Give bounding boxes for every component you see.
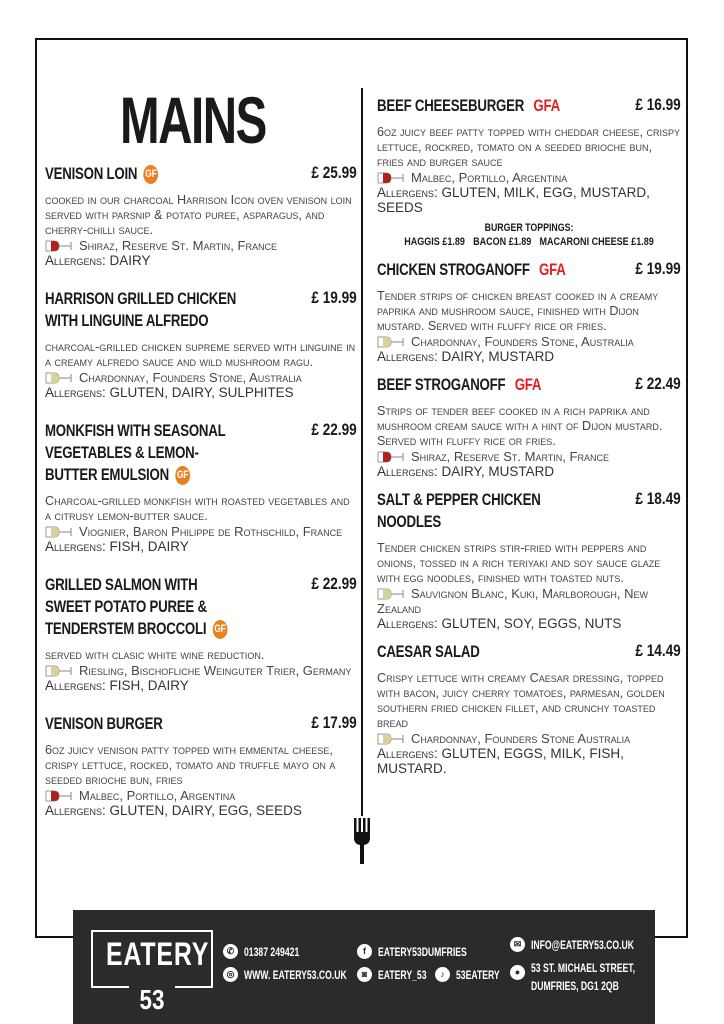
wine-pairing (45, 524, 357, 539)
item-description: 6oz juicy beef patty topped with cheddar cheese, crispy lettuce, rockred, tomato on a seeded brioche bun, fries and burger sauce (377, 125, 681, 169)
allergens (45, 385, 357, 400)
item-description: Crispy lettuce with creamy Caesar dressing, topped with bacon, juicy cherry tomatoes, parmesan, golden southern fried chicken fillet, and crunchy toasted bread (377, 671, 665, 730)
instagram-icon: ◙ (357, 967, 372, 982)
wine-name: Shiraz, Reserve St. Martin, France (411, 449, 609, 464)
gluten-free-badge: GF (175, 466, 190, 485)
topping-item: MACARONI CHEESE £1.89 (539, 236, 654, 248)
footer (73, 910, 655, 1024)
item-price: £ 22.99 (311, 420, 357, 439)
wine-name: Sauvignon Blanc, Kuki, Marlborough, New Zealand (377, 586, 649, 616)
item-price: £ 22.49 (635, 374, 681, 393)
toppings-title: BURGER TOPPINGS: (484, 222, 574, 234)
email-icon: ✉ (510, 937, 525, 952)
item-description: Tender chicken strips stir-fried with peppers and onions, tossed in a rich teriyaki and soy sauce glaze with egg noodles, finished with toasted nuts. (377, 541, 661, 585)
wine-name: Malbec, Portillo, Argentina (79, 788, 236, 803)
wine-pairing (45, 370, 357, 385)
wine-pairing (377, 334, 681, 349)
wine-name: Chardonnay, Founders Stone Australia (411, 731, 631, 746)
menu-item (45, 163, 357, 268)
tiktok-icon: ♪ (435, 967, 450, 982)
item-price: £ 25.99 (311, 163, 357, 182)
item-name: CHICKEN STROGANOFF (377, 260, 530, 279)
website-link[interactable]: ◎ WWW. EATERY53.CO.UK (223, 967, 387, 982)
allergens (377, 746, 681, 776)
globe-icon: ◎ (223, 967, 238, 982)
email-link[interactable]: ✉ INFO@EATERY53.CO.UK (510, 937, 674, 952)
item-description: Charcoal-grilled monkfish with roasted vegetables and a citrusy lemon-butter sauce. (45, 494, 350, 523)
item-description: Strips of tender beef cooked in a rich paprika and mushroom cream sauce with a hint of Dijon mustard. Served with fluffy rice or fries. (377, 404, 663, 448)
gluten-free-available-label: GFA (533, 96, 560, 115)
allergens-label: Allergens: (45, 539, 106, 554)
item-price: £ 18.49 (635, 489, 681, 508)
wine-name: Shiraz, Reserve St. Martin, France (79, 238, 277, 253)
allergens-list: GLUTEN, DAIRY, SULPHITES (109, 385, 294, 400)
gluten-free-badge: GF (213, 620, 228, 639)
wine-pairing (377, 586, 681, 616)
allergens-label: Allergens: (377, 746, 438, 761)
allergens (45, 678, 357, 693)
allergens-list: GLUTEN, DAIRY, EGG, SEEDS (109, 803, 302, 818)
allergens-list: DAIRY, MUSTARD (441, 349, 555, 364)
red-wine-glass-icon (377, 451, 405, 463)
logo-line2: 53 (139, 984, 165, 1015)
allergens-label: Allergens: (377, 185, 438, 200)
right-column (377, 95, 681, 786)
white-wine-glass-icon (377, 588, 405, 600)
allergens-list: FISH, DAIRY (109, 678, 189, 693)
menu-item (45, 574, 357, 693)
allergens-list: FISH, DAIRY (109, 539, 189, 554)
red-wine-glass-icon (45, 240, 73, 252)
allergens (377, 185, 681, 215)
allergens (377, 616, 681, 631)
item-description: served with clasic white wine reduction. (45, 648, 265, 662)
wine-name: Viognier, Baron Philippe de Rothschild, France (79, 524, 343, 539)
item-name: CAESAR SALAD (377, 642, 480, 661)
menu-item (377, 259, 681, 364)
item-name: HARRISON GRILLED CHICKEN WITH LINGUINE ALFREDO (45, 289, 237, 330)
wine-pairing (45, 663, 357, 678)
item-name: MONKFISH WITH SEASONAL VEGETABLES & LEMON-BUTTER EMULSION (45, 421, 226, 484)
gluten-free-available-label: GFA (539, 260, 566, 279)
item-price: £ 14.49 (635, 641, 681, 660)
wine-pairing (377, 731, 681, 746)
allergens-list: GLUTEN, SOY, EGGS, NUTS (441, 616, 622, 631)
menu-item (377, 374, 681, 479)
page-title: MAINS (120, 83, 266, 157)
item-price: £ 19.99 (311, 288, 357, 307)
white-wine-glass-icon (45, 665, 73, 677)
wine-pairing (45, 788, 357, 803)
allergens (45, 539, 357, 554)
left-column (45, 163, 357, 838)
menu-item (45, 288, 357, 400)
facebook-link[interactable]: f EATERY53DUMFRIES (357, 944, 501, 959)
allergens (45, 803, 357, 818)
item-description: charcoal-grilled chicken supreme served with linguine in a creamy alfredo sauce and wild mushroom ragu. (45, 340, 356, 369)
allergens-label: Allergens: (377, 616, 438, 631)
menu-item (377, 641, 681, 776)
location-pin-icon: ● (510, 965, 525, 980)
white-wine-glass-icon (377, 733, 405, 745)
wine-name: Chardonnay, Founders Stone, Australia (411, 334, 634, 349)
facebook-icon: f (357, 944, 372, 959)
item-name: BEEF STROGANOFF (377, 375, 506, 394)
topping-item: BACON £1.89 (473, 236, 532, 248)
item-price: £ 17.99 (311, 713, 357, 732)
allergens-label: Allergens: (377, 464, 438, 479)
item-name: GRILLED SALMON WITH SWEET POTATO PUREE & TENDERSTEM BROCCOLI (45, 575, 207, 638)
allergens (45, 253, 357, 268)
allergens-label: Allergens: (45, 803, 106, 818)
wine-name: Malbec, Portillo, Argentina (411, 170, 568, 185)
allergens-label: Allergens: (45, 385, 106, 400)
instagram-link[interactable]: ◙ EATERY_53 (357, 967, 445, 982)
white-wine-glass-icon (377, 336, 405, 348)
allergens-list: DAIRY (109, 253, 151, 268)
address: ● 53 ST. MICHAEL STREET, DUMFRIES, DG1 2QB (510, 959, 675, 995)
item-description: 6oz juicy venison patty topped with emmental cheese, crispy lettuce, rocked, tomato and truffle mayo on a seeded brioche bun, fries (45, 743, 336, 787)
menu-item (377, 95, 681, 215)
allergens-list: GLUTEN, EGGS, MILK, FISH, MUSTARD. (377, 746, 624, 776)
item-name: SALT & PEPPER CHICKEN NOODLES (377, 490, 541, 531)
allergens (377, 464, 681, 479)
menu-item (377, 489, 681, 631)
item-name: VENISON BURGER (45, 714, 163, 733)
wine-pairing (377, 170, 681, 185)
phone-icon: ✆ (223, 944, 238, 959)
wine-pairing (45, 238, 357, 253)
burger-toppings (377, 221, 681, 249)
wine-pairing (377, 449, 681, 464)
red-wine-glass-icon (45, 790, 73, 802)
column-divider (361, 88, 363, 816)
topping-item: HAGGIS £1.89 (404, 236, 465, 248)
white-wine-glass-icon (45, 372, 73, 384)
white-wine-glass-icon (45, 526, 73, 538)
wine-name: Chardonnay, Founders Stone, Australia (79, 370, 302, 385)
phone-contact[interactable]: ✆ 01387 249421 (223, 944, 321, 959)
logo-line1: EATERY (105, 936, 210, 972)
wine-name: Riesling, Bischofliche Weinguter Trier, Germany (79, 663, 352, 678)
item-description: cooked in our charcoal Harrison Icon oven venison loin served with parsnip & potato puree, asparagus, and cherry-chilli sauce. (45, 193, 352, 237)
item-name: BEEF CHEESEBURGER (377, 96, 525, 115)
red-wine-glass-icon (377, 172, 405, 184)
gluten-free-available-label: GFA (514, 375, 542, 394)
logo (91, 930, 213, 1015)
item-price: £ 19.99 (635, 259, 681, 278)
allergens-list: DAIRY, MUSTARD (441, 464, 555, 479)
item-name: VENISON LOIN (45, 164, 138, 183)
allergens (377, 349, 681, 364)
item-price: £ 22.99 (311, 574, 357, 593)
allergens-label: Allergens: (377, 349, 438, 364)
tiktok-link[interactable]: ♪ 53EATERY (435, 967, 517, 982)
gluten-free-badge: GF (143, 165, 158, 184)
allergens-label: Allergens: (45, 253, 106, 268)
menu-item (45, 713, 357, 818)
allergens-list: GLUTEN, MILK, EGG, MUSTARD, SEEDS (377, 185, 650, 215)
item-description: Tender strips of chicken breast cooked in a creamy paprika and mushroom sauce, finished with Dijon mustard. Served with fluffy rice or fries. (377, 289, 659, 333)
menu-item (45, 420, 357, 554)
item-price: £ 16.99 (635, 95, 681, 114)
allergens-label: Allergens: (45, 678, 106, 693)
